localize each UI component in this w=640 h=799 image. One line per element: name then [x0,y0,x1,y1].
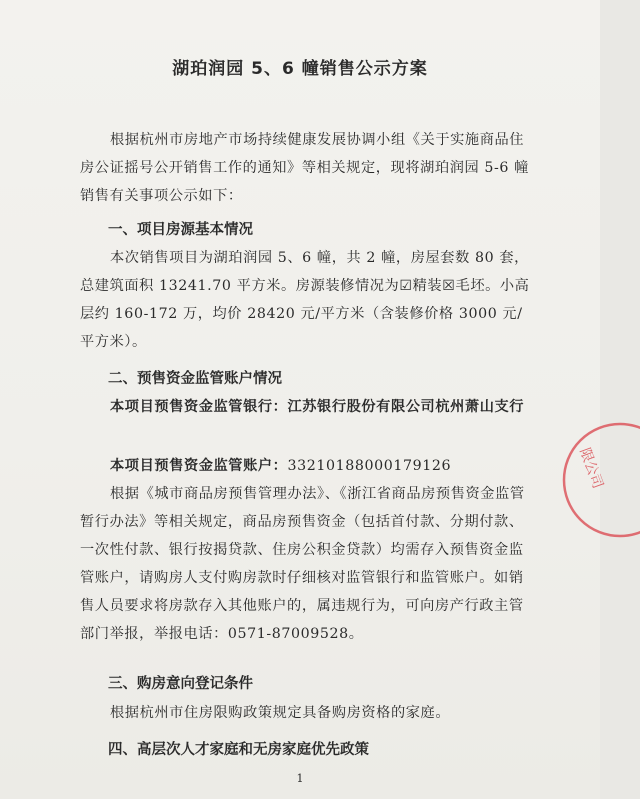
account-label: 本项目预售资金监管账户： [110,458,288,474]
page-number: 1 [296,772,304,785]
section-1-paragraph: 本次销售项目为湖珀润园 5、6 幢，共 2 幢，房屋套数 80 套，总建筑面积 13241.70 平方米。房源装修情况为☑精装☒毛坯。小高层约 160-172 万，均价 28420 元/平方米（含装修价格 3000 元/平方米）。 [80,250,530,350]
document-title: 湖珀润园 5、6 幢销售公示方案 [172,59,428,79]
red-seal-stamp [550,420,640,540]
section-2-paragraph: 根据《城市商品房预售管理办法》、《浙江省商品房预售资金监管暂行办法》等相关规定，商品房预售资金（包括首付款、分期付款、一次性付款、银行按揭贷款、住房公积金贷款）均需存入预售资金监管账户，请购房人支付购房款时仔细核对监管银行和监管账户。如销售人员要求将房款存入其他账户的，属违规行为，可向房产行政主管部门举报，举报电话：0571-87009528。 [80,486,525,642]
section-1-heading: 一、项目房源基本情况 [108,222,253,238]
intro-paragraph: 根据杭州市房地产市场持续健康发展协调小组《关于实施商品住房公证摇号公开销售工作的通知》等相关规定，现将湖珀润园 5-6 幢销售有关事项公示如下： [80,132,529,204]
section-2-heading: 二、预售资金监管账户情况 [108,371,282,387]
account-line [80,452,530,480]
bank-line: 本项目预售资金监管银行：江苏银行股份有限公司杭州萧山支行 [110,399,525,415]
account-value: 33210188000179126 [287,458,452,474]
section-3-paragraph: 根据杭州市住房限购政策规定具备购房资格的家庭。 [110,705,451,721]
svg-text:限公司: 限公司 [576,445,606,491]
section-3-heading: 三、购房意向登记条件 [108,676,253,692]
section-4-heading: 四、高层次人才家庭和无房家庭优先政策 [108,742,369,758]
